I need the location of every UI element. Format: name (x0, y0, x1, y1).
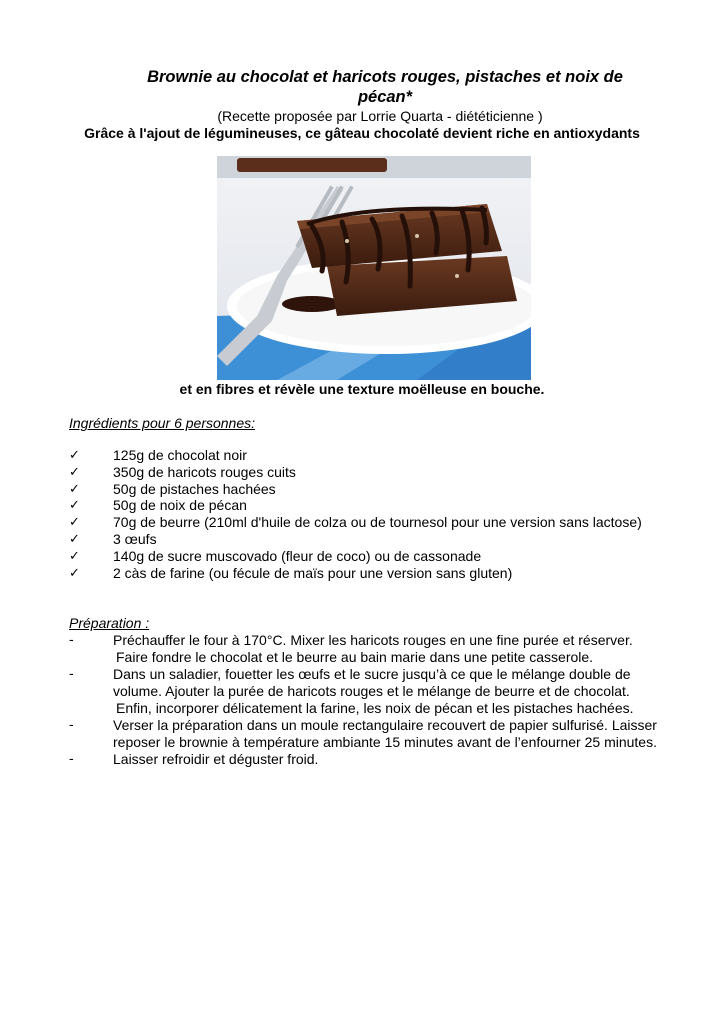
list-item: - Préchauffer le four à 170°C. Mixer les haricots rouges en une fine purée et réserver. Faire fondre le chocolat et le beurre au bain marie dans une petite casserole. (69, 631, 633, 665)
intro-text-part1: Grâce à l'ajout de légumineuses, ce gâteau chocolaté devient riche en antioxydants (84, 125, 640, 141)
check-icon: ✓ (69, 497, 80, 513)
list-item: ✓ 2 càs de farine (ou fécule de maïs pour une version sans gluten) (69, 564, 513, 581)
check-icon: ✓ (69, 547, 80, 563)
check-icon: ✓ (69, 480, 80, 496)
list-item: ✓ 140g de sucre muscovado (fleur de coco) ou de cassonade (69, 547, 482, 564)
ingredients-heading: Ingrédients pour 6 personnes: (69, 415, 256, 431)
dash-icon: - (69, 750, 74, 766)
dash-icon: - (69, 631, 74, 647)
list-item: ✓ 3 œufs (69, 530, 157, 547)
preparation-list (67, 632, 667, 768)
check-icon: ✓ (69, 530, 80, 546)
brownie-photo (217, 156, 531, 380)
intro-text-part2: et en fibres et révèle une texture moëlleuse en bouche. (179, 381, 545, 397)
list-item: - Verser la préparation dans un moule rectangulaire recouvert de papier sulfurisé. Laisser reposer le brownie à température ambiante 15 minutes avant de l’enfourner 25 minutes. (69, 716, 657, 750)
list-item: ✓ 50g de noix de pécan (69, 497, 247, 514)
list-item: ✓ 50g de pistaches hachées (69, 480, 276, 497)
dash-icon: - (69, 665, 74, 681)
brownie-photo-icon (217, 156, 531, 380)
list-item: ✓ 70g de beurre (210ml d'huile de colza ou de tournesol pour une version sans lactose) (69, 514, 642, 531)
list-item: - Dans un saladier, fouetter les œufs et le sucre jusqu’à ce que le mélange double de volume. Ajouter la purée de haricots rouges et le mélange de beurre et de chocolat. Enfin, incorporer délicatement la farine, les noix de pécan et les pistaches hachées. (69, 665, 634, 716)
check-icon: ✓ (69, 514, 80, 530)
recipe-credit: (Recette proposée par Lorrie Quarta - diététicienne ) (217, 108, 543, 124)
check-icon: ✓ (69, 564, 80, 580)
list-item: ✓ 350g de haricots rouges cuits (69, 463, 296, 480)
dash-icon: - (69, 716, 74, 732)
preparation-heading: Préparation : (69, 615, 150, 631)
list-item: ✓ 125g de chocolat noir (69, 447, 247, 463)
list-item: - Laisser refroidir et déguster froid. (69, 750, 319, 767)
recipe-title: Brownie au chocolat et haricots rouges, pistaches et noix de pécan* (147, 68, 623, 106)
check-icon: ✓ (69, 463, 80, 479)
ingredients-list (67, 447, 647, 581)
check-icon: ✓ (69, 447, 80, 462)
